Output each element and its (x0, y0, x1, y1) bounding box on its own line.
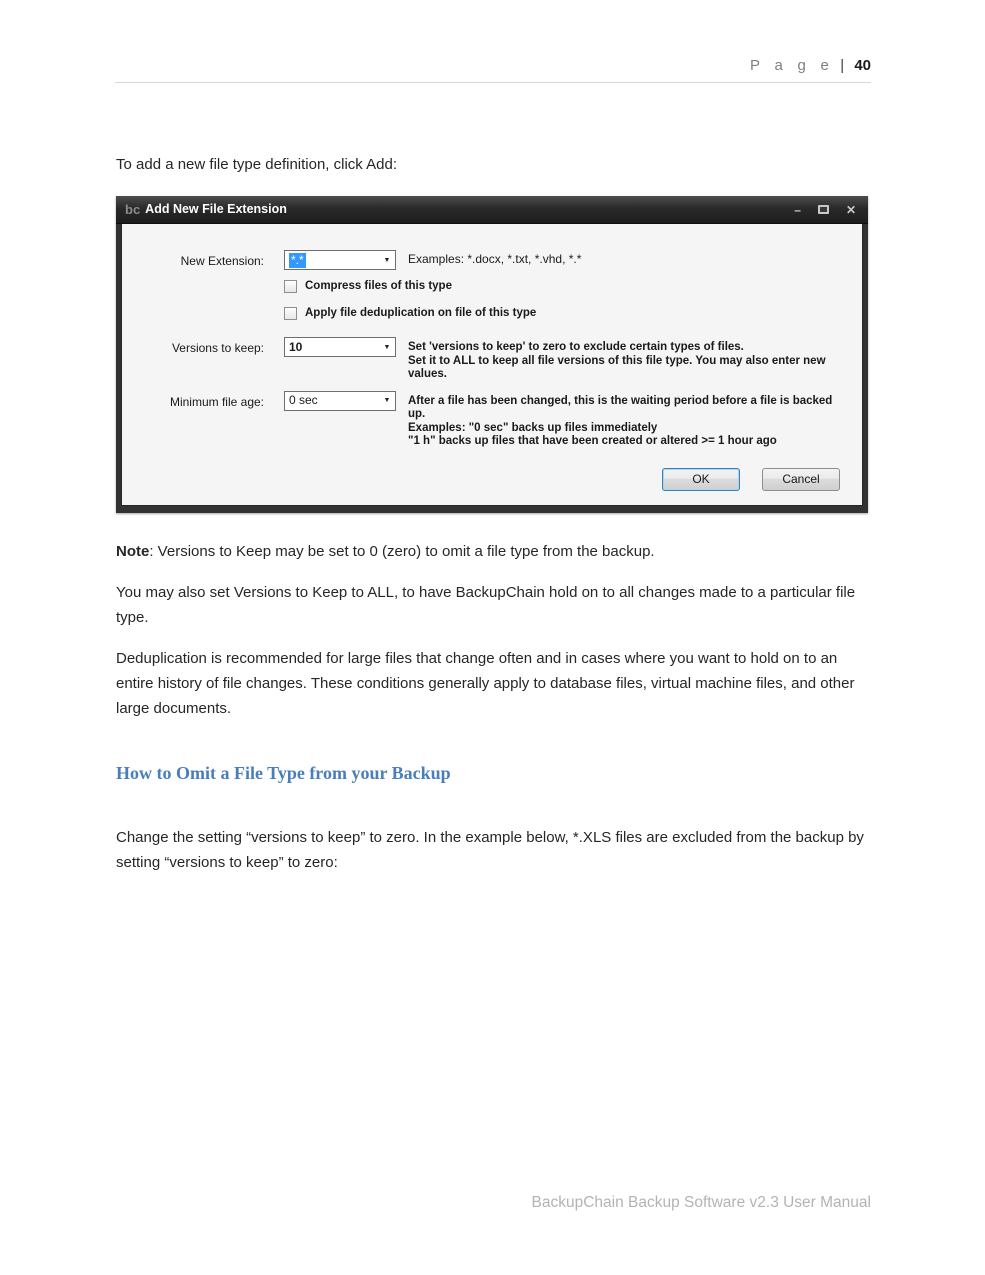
minimum-file-age-row (142, 391, 852, 449)
document-content (116, 152, 871, 875)
footer-text: BackupChain Backup Software v2.3 User Manual (531, 1194, 871, 1211)
minage-hint-line2: Examples: "0 sec" backs up files immediately (408, 421, 658, 434)
new-extension-hint: Examples: *.docx, *.txt, *.vhd, *.* (408, 252, 582, 266)
maximize-icon (818, 205, 829, 214)
versions-hint-line2: Set it to ALL to keep all file versions of this file type. You may also enter new values. (408, 354, 826, 380)
deduplication-paragraph: Deduplication is recommended for large files that change often and in cases where you want to hold on to an entire history of file changes. These conditions generally apply to database files, virtual machine files, and other large documents. (116, 650, 855, 717)
new-extension-value: *.* (291, 252, 304, 267)
page-header (115, 0, 871, 83)
minimize-button[interactable]: – (794, 202, 801, 217)
dialog-buttons (662, 468, 852, 505)
new-extension-combobox[interactable] (284, 250, 396, 270)
dialog-frame-bottom (116, 506, 868, 513)
minimum-file-age-value: 0 sec (289, 393, 318, 407)
versions-all-paragraph: You may also set Versions to Keep to ALL, to have BackupChain hold on to all changes made to a particular file type. (116, 584, 856, 626)
dedup-checkbox-label[interactable]: Apply file deduplication on file of this type (305, 307, 537, 319)
versions-to-keep-row (142, 337, 852, 382)
intro-paragraph: To add a new file type definition, click Add: (116, 156, 398, 173)
note-label: Note (116, 543, 150, 560)
change-setting-paragraph: Change the setting “versions to keep” to zero. In the example below, *.XLS files are excluded from the backup by setting “versions to keep” to zero: (116, 829, 864, 871)
minimum-file-age-combobox[interactable] (284, 391, 396, 411)
new-extension-label: New Extension: (180, 254, 264, 268)
ok-button[interactable]: OK (662, 468, 740, 491)
maximize-button[interactable] (818, 204, 829, 216)
chevron-down-icon[interactable]: ▼ (383, 256, 391, 264)
close-button[interactable]: ✕ (845, 202, 856, 217)
dialog-title: Add New File Extension (145, 202, 287, 216)
note-paragraph (116, 539, 871, 564)
compress-checkbox-label[interactable]: Compress files of this type (305, 280, 452, 292)
compress-checkbox[interactable] (284, 280, 297, 293)
add-new-file-extension-dialog (116, 196, 868, 513)
chevron-down-icon[interactable]: ▼ (383, 343, 391, 351)
versions-to-keep-label: Versions to keep: (171, 341, 264, 355)
minimum-file-age-label: Minimum file age: (169, 394, 264, 409)
page-word: P a g e (750, 57, 835, 74)
versions-to-keep-hint (408, 337, 852, 382)
note-text: : Versions to Keep may be set to 0 (zero) to omit a file type from the backup. (149, 543, 655, 560)
dialog-titlebar (116, 196, 868, 224)
versions-to-keep-combobox[interactable] (284, 337, 396, 357)
new-extension-row (142, 250, 852, 270)
dedup-checkbox-row (284, 306, 852, 321)
header-divider: | (840, 57, 845, 74)
versions-hint-line1: Set 'versions to keep' to zero to exclude certain types of files. (408, 341, 744, 353)
chevron-down-icon[interactable]: ▼ (383, 397, 391, 404)
backupchain-logo: bc (125, 202, 141, 217)
minimum-file-age-hint (408, 391, 852, 449)
cancel-button[interactable]: Cancel (762, 468, 840, 491)
page-number: 40 (854, 57, 871, 74)
compress-checkbox-row (284, 279, 852, 294)
dedup-checkbox[interactable] (284, 307, 297, 320)
dialog-body (121, 224, 863, 506)
window-controls (794, 204, 856, 216)
minage-hint-line1: After a file has been changed, this is the waiting period before a file is backed up. (408, 394, 833, 420)
section-heading: How to Omit a File Type from your Backup (116, 763, 451, 783)
versions-to-keep-value: 10 (289, 339, 303, 354)
minage-hint-line3: "1 h" backs up files that have been created or altered >= 1 hour ago (408, 435, 777, 447)
